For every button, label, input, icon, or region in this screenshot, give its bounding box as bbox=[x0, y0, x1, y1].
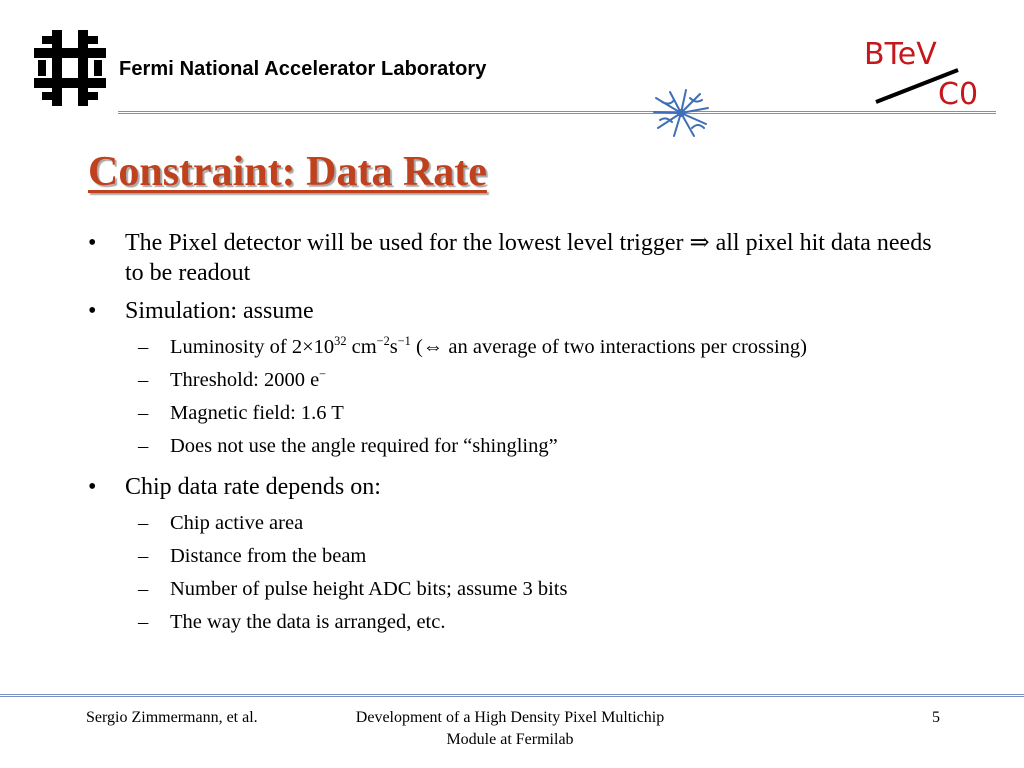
sub-bullet-marker: – bbox=[138, 402, 149, 424]
btev-logo-bottom-text: C0 bbox=[938, 77, 979, 112]
lab-name: Fermi National Accelerator Laboratory bbox=[119, 58, 487, 80]
sub-bullet-item: – Chip active area bbox=[88, 510, 948, 537]
btev-logo-top-text: BTeV bbox=[864, 37, 937, 72]
sub-bullet-marker: – bbox=[138, 578, 149, 600]
implies-arrow: ⇒ bbox=[689, 230, 710, 256]
footer-presentation-title: Development of a High Density Pixel Multichip Module at Fermilab bbox=[355, 709, 665, 748]
sub-bullet-item: – Threshold: 2000 e− bbox=[88, 367, 948, 394]
sub-bullet-marker: – bbox=[138, 369, 149, 391]
sub-bullet-marker: – bbox=[138, 611, 149, 633]
page-number: 5 bbox=[932, 709, 940, 726]
sub-bullet-item: – Does not use the angle required for “shingling” bbox=[88, 433, 948, 460]
sub-bullet-item: – Magnetic field: 1.6 T bbox=[88, 400, 948, 427]
slide-title: Constraint: Data Rate bbox=[88, 149, 487, 195]
bullet-marker: • bbox=[88, 298, 97, 324]
bullet-marker: • bbox=[88, 474, 97, 500]
bullet-item: • Simulation: assume bbox=[88, 298, 314, 324]
sub-bullet-item: – The way the data is arranged, etc. bbox=[88, 609, 948, 636]
sub-bullet-marker: – bbox=[138, 336, 149, 358]
bullet-marker: • bbox=[88, 230, 97, 256]
sub-bullet-item: – Number of pulse height ADC bits; assume 3 bits bbox=[88, 576, 948, 603]
bullet-item: • The Pixel detector will be used for the lowest level trigger ⇒ all pixel hit data needs to be readout bbox=[88, 230, 932, 286]
fermilab-logo-icon bbox=[34, 30, 106, 106]
footer-rule bbox=[0, 694, 1024, 697]
bullet-item: • Chip data rate depends on: bbox=[88, 474, 381, 500]
sub-bullet-item: – Distance from the beam bbox=[88, 543, 948, 570]
particle-burst-icon bbox=[650, 88, 712, 138]
slide-body bbox=[88, 228, 948, 642]
footer-author: Sergio Zimmermann, et al. bbox=[86, 709, 258, 726]
sub-bullet-marker: – bbox=[138, 512, 149, 534]
sub-bullet-item: – Luminosity of $2\times 10^{32}$ $cm^{-2}s^{-1}$ (⇔ an average of two interactions per crossing) bbox=[88, 334, 948, 361]
sub-bullet-marker: – bbox=[138, 545, 149, 567]
sub-bullet-marker: – bbox=[138, 435, 149, 457]
equivalence-arrow: ⇔ bbox=[422, 336, 444, 358]
btev-logo-icon bbox=[858, 32, 988, 114]
